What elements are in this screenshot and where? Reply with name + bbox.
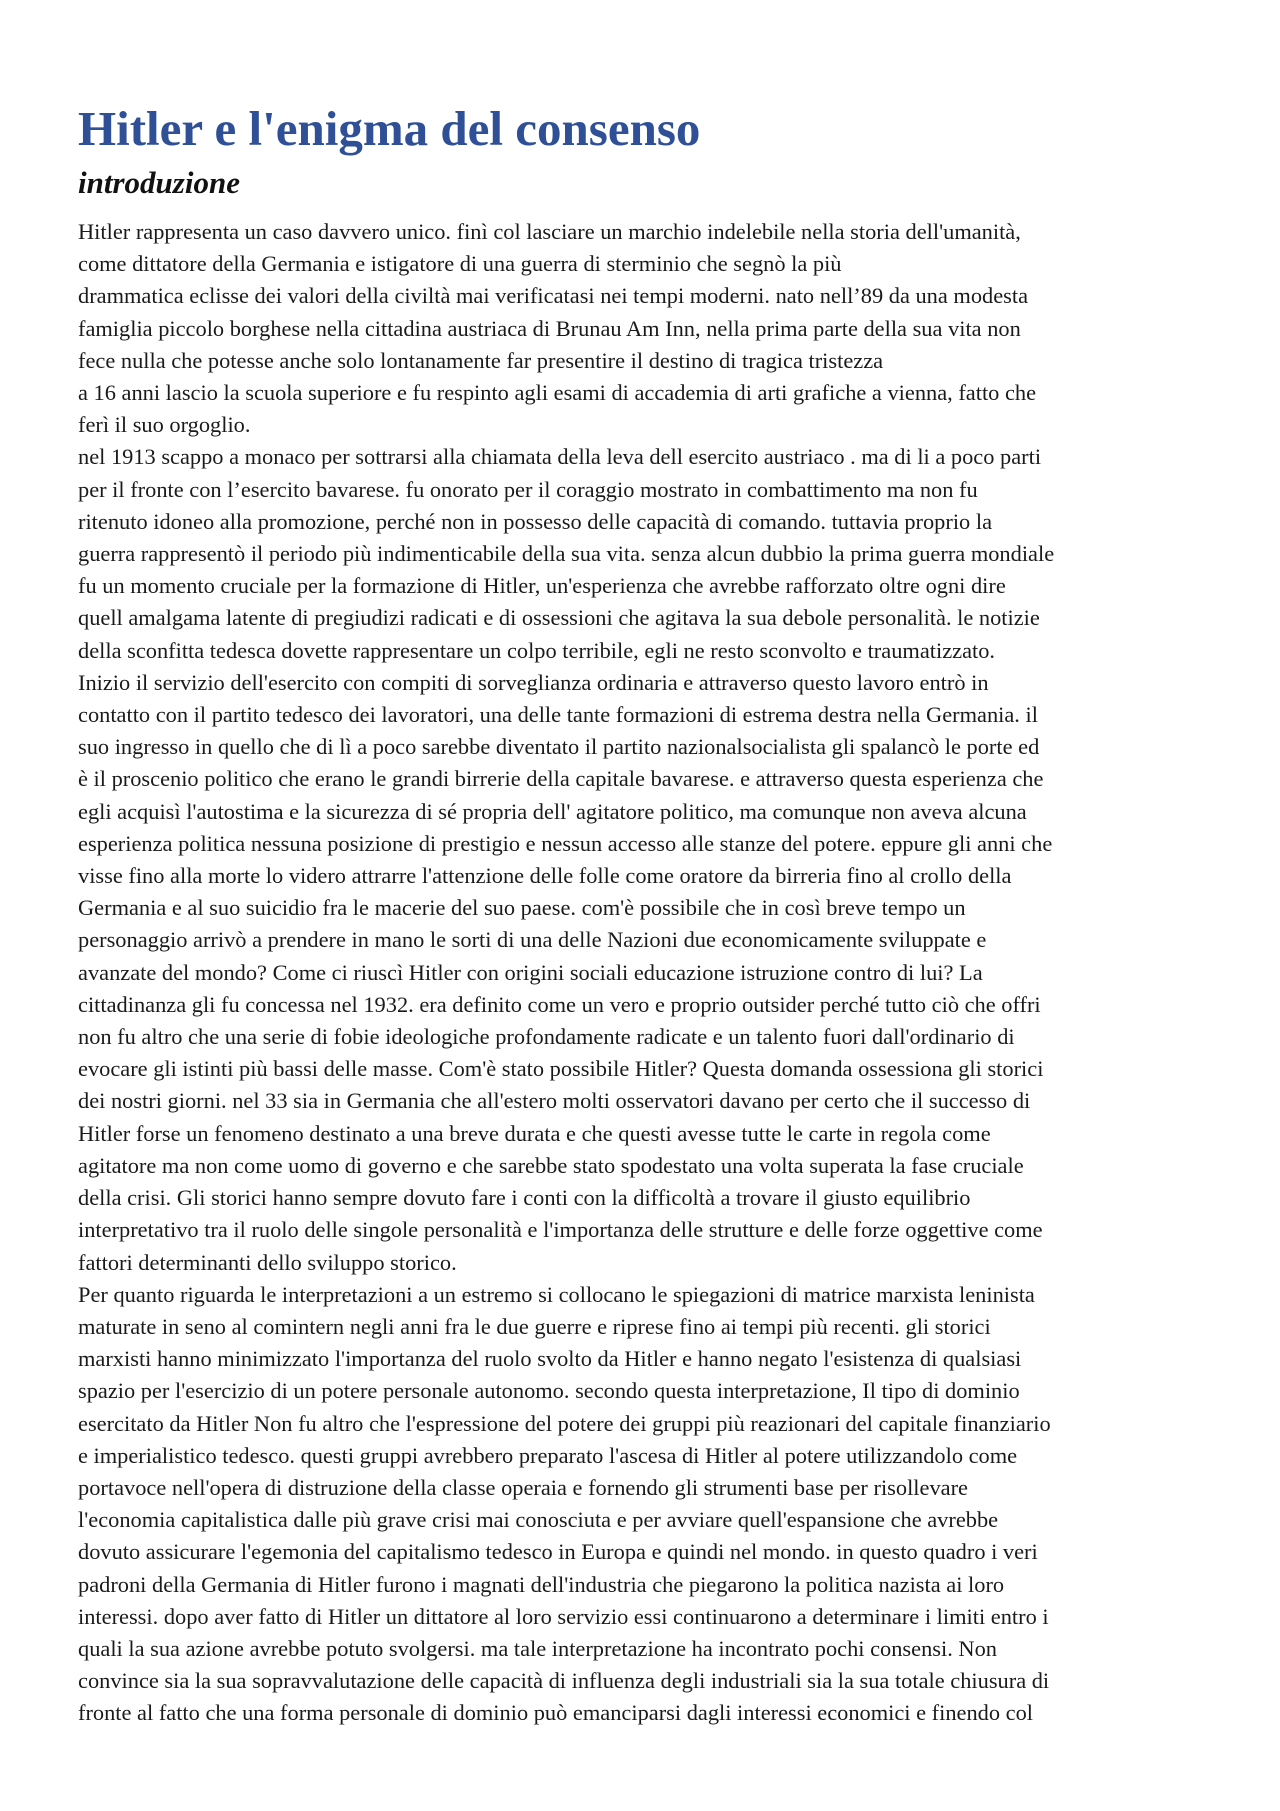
- body-line: ferì il suo orgoglio.: [78, 412, 251, 438]
- body-line: nel 1913 scappo a monaco per sottrarsi alla chiamata della leva dell esercito austriaco . ma di li a poco parti: [78, 444, 1042, 470]
- body-line: Hitler forse un fenomeno destinato a una breve durata e che questi avesse tutte le carte in regola come: [78, 1120, 991, 1146]
- body-line: dovuto assicurare l'egemonia del capitalismo tedesco in Europa e quindi nel mondo. in questo quadro i veri: [78, 1539, 1038, 1565]
- body-line: non fu altro che una serie di fobie ideologiche profondamente radicate e un talento fuori dall'ordinario di: [78, 1024, 1015, 1050]
- body-line: della sconfitta tedesca dovette rappresentare un colpo terribile, egli ne resto sconvolto e traumatizzato.: [78, 637, 996, 663]
- body-line: interpretativo tra il ruolo delle singole personalità e l'importanza delle strutture e delle forze oggettive come: [78, 1217, 1043, 1243]
- document-body: [78, 216, 1218, 1730]
- body-line: fece nulla che potesse anche solo lontanamente far presentire il destino di tragica tristezza: [78, 347, 884, 373]
- body-line: fattori determinanti dello sviluppo storico.: [78, 1249, 457, 1275]
- body-line: ritenuto idoneo alla promozione, perché non in possesso delle capacità di comando. tuttavia proprio la: [78, 508, 993, 534]
- body-line: Hitler rappresenta un caso davvero unico. finì col lasciare un marchio indelebile nella storia dell'umanità,: [78, 219, 1021, 244]
- body-line: è il proscenio politico che erano le grandi birrerie della capitale bavarese. e attraverso questa esperienza che: [78, 766, 1044, 792]
- body-line: cittadinanza gli fu concessa nel 1932. era definito come un vero e proprio outsider perché tutto ciò che offri: [78, 991, 1041, 1017]
- body-line: egli acquisì l'autostima e la sicurezza di sé propria dell' agitatore politico, ma comunque non aveva alcuna: [78, 798, 1027, 824]
- body-line: padroni della Germania di Hitler furono i magnati dell'industria che piegarono la politica nazista ai loro: [78, 1571, 1005, 1597]
- body-line: visse fino alla morte lo videro attrarre l'attenzione delle folle come oratore da birreria fino al crollo della: [78, 863, 1012, 889]
- document-page: [78, 100, 1218, 1730]
- document-title: Hitler e l'enigma del consenso: [78, 101, 701, 156]
- document-subtitle: introduzione: [78, 165, 240, 200]
- body-line: suo ingresso in quello che di lì a poco sarebbe diventato il partito nazionalsocialista gli spalancò le porte ed: [78, 734, 1040, 760]
- body-line: marxisti hanno minimizzato l'importanza del ruolo svolto da Hitler e hanno negato l'esistenza di qualsiasi: [78, 1346, 1022, 1372]
- body-line: drammatica eclisse dei valori della civiltà mai verificatasi nei tempi moderni. nato nell’89 da una modesta: [78, 283, 1029, 309]
- body-line: della crisi. Gli storici hanno sempre dovuto fare i conti con la difficoltà a trovare il giusto equilibrio: [78, 1185, 971, 1211]
- body-line: dei nostri giorni. nel 33 sia in Germania che all'estero molti osservatori davano per certo che il successo di: [78, 1088, 1031, 1114]
- body-line: spazio per l'esercizio di un potere personale autonomo. secondo questa interpretazione, Il tipo di dominio: [78, 1378, 1020, 1404]
- body-line: evocare gli istinti più bassi delle masse. Com'è stato possibile Hitler? Questa domanda ossessiona gli storici: [78, 1056, 1044, 1082]
- body-line: avanzate del mondo? Come ci riuscì Hitler con origini sociali educazione istruzione contro di lui? La: [78, 959, 983, 985]
- body-line: esercitato da Hitler Non fu altro che l'espressione del potere dei gruppi più reazionari del capitale finanziario: [78, 1410, 1051, 1436]
- body-line: personaggio arrivò a prendere in mano le sorti di una delle Nazioni due economicamente sviluppate e: [78, 927, 987, 953]
- body-line: portavoce nell'opera di distruzione della classe operaia e fornendo gli strumenti base per risollevare: [78, 1474, 968, 1500]
- body-line: per il fronte con l’esercito bavarese. fu onorato per il coraggio mostrato in combattimento ma non fu: [78, 476, 978, 502]
- body-line: esperienza politica nessuna posizione di prestigio e nessun accesso alle stanze del potere. eppure gli anni che: [78, 830, 1053, 856]
- body-line: come dittatore della Germania e istigatore di una guerra di sterminio che segnò la più: [78, 251, 842, 277]
- body-line: quell amalgama latente di pregiudizi radicati e di ossessioni che agitava la sua debole personalità. le notizie: [78, 605, 1040, 631]
- body-line: fu un momento cruciale per la formazione di Hitler, un'esperienza che avrebbe rafforzato oltre ogni dire: [78, 573, 1006, 599]
- body-line: Inizio il servizio dell'esercito con compiti di sorveglianza ordinaria e attraverso questo lavoro entrò in: [78, 669, 989, 695]
- body-line: a 16 anni lascio la scuola superiore e fu respinto agli esami di accademia di arti grafiche a vienna, fatto che: [78, 380, 1037, 406]
- body-line: agitatore ma non come uomo di governo e che sarebbe stato spodestato una volta superata la fase cruciale: [78, 1152, 1024, 1178]
- body-line: Germania e al suo suicidio fra le macerie del suo paese. com'è possibile che in così breve tempo un: [78, 895, 966, 921]
- body-line: contatto con il partito tedesco dei lavoratori, una delle tante formazioni di estrema destra nella Germania. il: [78, 702, 1038, 728]
- body-line: fronte al fatto che una forma personale di dominio può emanciparsi dagli interessi economici e finendo col: [78, 1700, 1034, 1726]
- body-line: Per quanto riguarda le interpretazioni a un estremo si collocano le spiegazioni di matrice marxista leninista: [78, 1281, 1035, 1307]
- body-line: interessi. dopo aver fatto di Hitler un dittatore al loro servizio essi continuarono a determinare i limiti entro i: [78, 1603, 1049, 1629]
- body-line: guerra rappresentò il periodo più indimenticabile della sua vita. senza alcun dubbio la prima guerra mondiale: [78, 541, 1055, 567]
- body-line: famiglia piccolo borghese nella cittadina austriaca di Brunau Am Inn, nella prima parte della sua vita non: [78, 315, 1021, 341]
- body-line: e imperialistico tedesco. questi gruppi avrebbero preparato l'ascesa di Hitler al potere utilizzandolo come: [78, 1442, 1018, 1468]
- body-line: maturate in seno al comintern negli anni fra le due guerre e riprese fino ai tempi più recenti. gli storici: [78, 1313, 991, 1339]
- body-line: quali la sua azione avrebbe potuto svolgersi. ma tale interpretazione ha incontrato pochi consensi. Non: [78, 1635, 997, 1661]
- body-line: convince sia la sua sopravvalutazione delle capacità di influenza degli industriali sia la sua totale chiusura di: [78, 1668, 1050, 1694]
- body-line: l'economia capitalistica dalle più grave crisi mai conosciuta e per avviare quell'espansione che avrebbe: [78, 1507, 999, 1533]
